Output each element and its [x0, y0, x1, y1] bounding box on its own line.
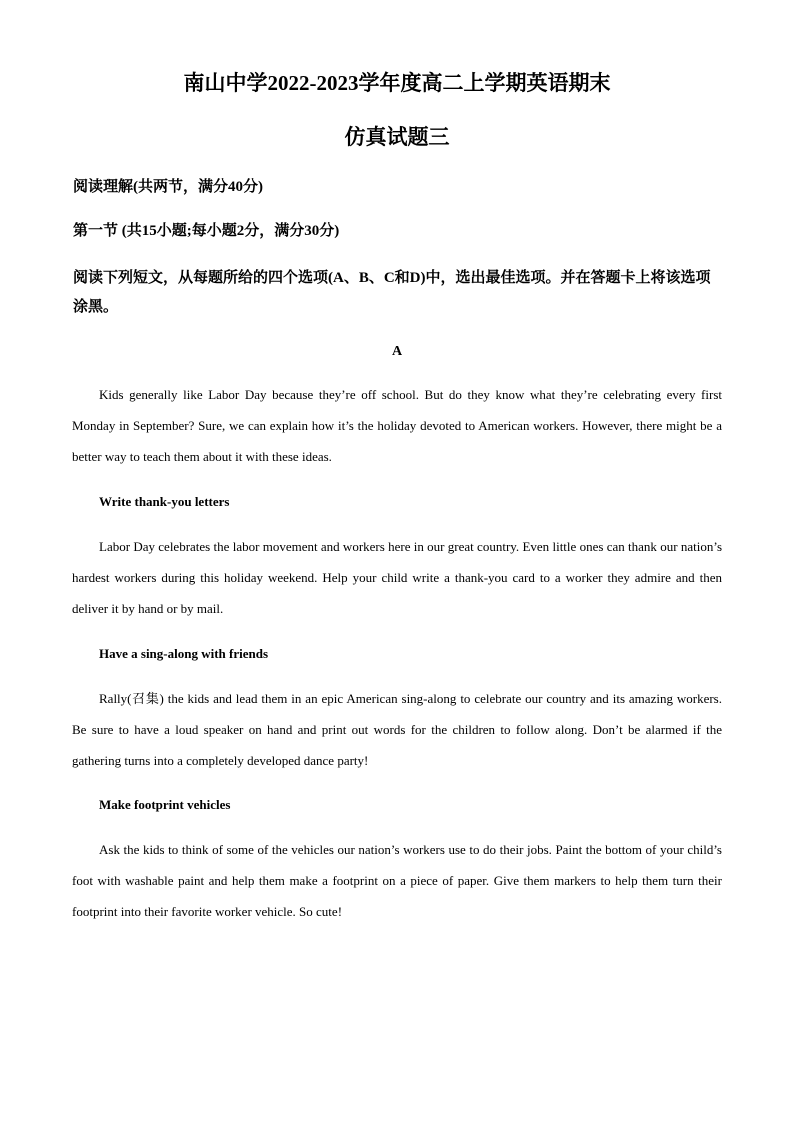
part-heading: 第一节 (共15小题;每小题2分，满分30分)	[73, 223, 340, 239]
paragraph-footprint-vehicles: Ask the kids to think of some of the vehicles our nation’s workers use to do their jobs. Paint the bottom of your child’s foot with washable paint and help them make a footprint on a piece of paper. Give them markers to help them turn their footprint into their favorite worker vehicle. So cute!	[72, 842, 722, 919]
paragraph-intro: Kids generally like Labor Day because they’re off school. But do they know what they’re celebrating every first Monday in September? Sure, we can explain how it’s the holiday devoted to American workers. However, there might be a better way to teach them about it with these ideas.	[72, 387, 722, 464]
paragraph-thank-you-letters: Labor Day celebrates the labor movement and workers here in our great country. Even little ones can thank our nation’s hardest workers during this holiday weekend. Help your child write a thank-you card to a worker they admire and then deliver it by hand or by mail.	[72, 539, 722, 616]
paragraph-sing-along: Rally(召集) the kids and lead them in an epic American sing-along to celebrate our country and its amazing workers. Be sure to have a loud speaker on hand and print out words for the children to follow along. Don’t be alarmed if the gathering turns into a completely developed dance party!	[72, 691, 722, 768]
subheading-thank-you-letters: Write thank-you letters	[99, 494, 230, 509]
passage-label: A	[391, 344, 403, 359]
exam-title: 南山中学2022-2023学年度高二上学期英语期末	[183, 71, 611, 95]
subheading-sing-along: Have a sing-along with friends	[99, 646, 269, 661]
section-heading: 阅读理解(共两节，满分40分)	[73, 179, 263, 195]
subheading-footprint-vehicles: Make footprint vehicles	[99, 797, 231, 812]
instructions: 阅读下列短文，从每题所给的四个选项(A、B、C和D)中，选出最佳选项。并在答题卡上将该选项涂黑。	[73, 270, 711, 315]
exam-subtitle: 仿真试题三	[344, 125, 450, 149]
